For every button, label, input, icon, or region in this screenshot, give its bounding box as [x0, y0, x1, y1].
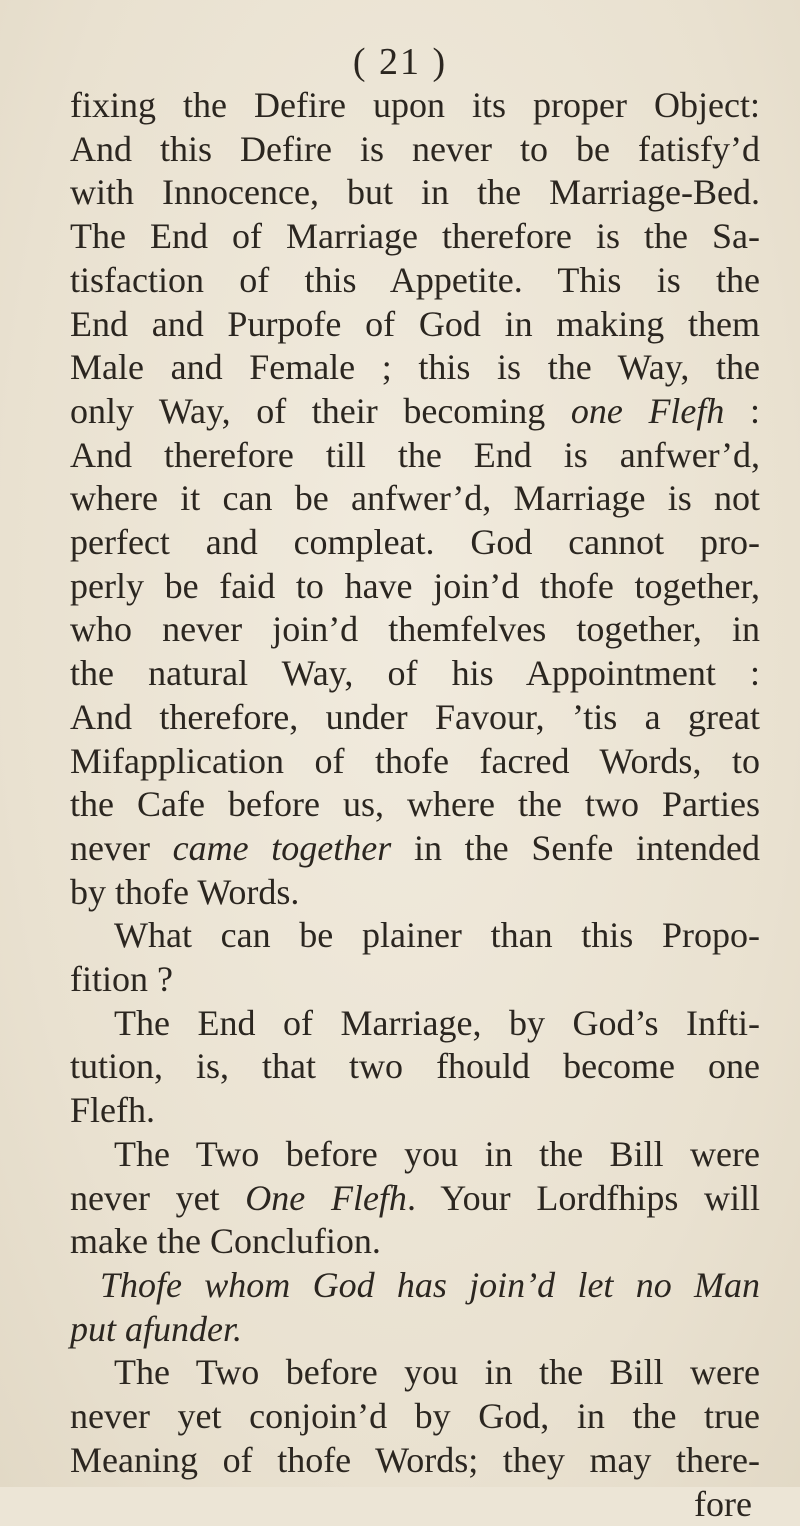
text-line — [70, 521, 760, 565]
text-run: fixing the Defire upon its proper Object: — [70, 85, 760, 125]
text-run: Meaning of thofe Words; they may there- — [70, 1440, 760, 1480]
text-line — [70, 958, 760, 1002]
text-run: What can be plainer than this Propo- — [114, 915, 760, 955]
text-run: End and Purpofe of God in making them — [70, 304, 760, 344]
text-run: in the Senfe intended — [391, 828, 760, 868]
text-run: : — [724, 391, 760, 431]
text-run: tution, is, that two fhould become one — [70, 1046, 760, 1086]
text-run: where it can be anfwer’d, Marriage is not — [70, 478, 760, 518]
text-line — [70, 914, 760, 958]
text-line — [70, 171, 760, 215]
text-run: with Innocence, but in the Marriage-Bed. — [70, 172, 760, 212]
text-line — [70, 827, 760, 871]
text-run: the Cafe before us, where the two Parties — [70, 784, 760, 824]
text-line — [70, 434, 760, 478]
text-run: tisfaction of this Appetite. This is the — [70, 260, 760, 300]
text-line — [70, 1220, 760, 1264]
text-line — [70, 696, 760, 740]
text-run: perly be faid to have join’d thofe together, — [70, 566, 760, 606]
text-line — [70, 1308, 760, 1352]
italic-text: one Flefh — [571, 391, 725, 431]
text-line — [70, 740, 760, 784]
text-run: Male and Female ; this is the Way, the — [70, 347, 760, 387]
page-number-header: ( 21 ) — [0, 40, 800, 84]
text-line — [70, 390, 760, 434]
text-run: Mifapplication of thofe facred Words, to — [70, 741, 760, 781]
text-run: never yet — [70, 1178, 245, 1218]
text-run: Flefh. — [70, 1090, 155, 1130]
text-run: And therefore till the End is anfwer’d, — [70, 435, 760, 475]
text-run: fore — [694, 1484, 752, 1524]
text-line — [70, 1002, 760, 1046]
text-run: who never join’d themfelves together, in — [70, 609, 760, 649]
text-line — [70, 1133, 760, 1177]
text-line — [70, 565, 760, 609]
body-text — [70, 84, 760, 1526]
text-line — [70, 1045, 760, 1089]
text-line — [70, 84, 760, 128]
italic-text: One Flefh — [245, 1178, 407, 1218]
text-line — [70, 608, 760, 652]
text-run: The Two before you in the Bill were — [114, 1352, 760, 1392]
text-run: the natural Way, of his Appointment : — [70, 653, 760, 693]
text-run: perfect and compleat. God cannot pro- — [70, 522, 760, 562]
text-run: The Two before you in the Bill were — [114, 1134, 760, 1174]
text-run: The End of Marriage therefore is the Sa- — [70, 216, 760, 256]
text-line — [70, 1439, 760, 1483]
text-run: . Your Lordfhips will — [407, 1178, 760, 1218]
text-run: by thofe Words. — [70, 872, 299, 912]
text-run: only Way, of their becoming — [70, 391, 571, 431]
text-run: never — [70, 828, 173, 868]
text-line — [70, 1264, 760, 1308]
italic-text: put afunder. — [70, 1309, 242, 1349]
text-line — [70, 871, 760, 915]
text-run: never yet conjoin’d by God, in the true — [70, 1396, 760, 1436]
text-line — [70, 1483, 760, 1526]
text-run: And this Defire is never to be fatisfy’d — [70, 129, 760, 169]
text-run: And therefore, under Favour, ’tis a great — [70, 697, 760, 737]
text-line — [70, 259, 760, 303]
italic-text: Thofe whom God has join’d let no Man — [100, 1265, 760, 1305]
text-line — [70, 477, 760, 521]
text-line — [70, 1089, 760, 1133]
text-line — [70, 215, 760, 259]
text-line — [70, 1177, 760, 1221]
text-run: The End of Marriage, by God’s Infti- — [114, 1003, 760, 1043]
text-line — [70, 783, 760, 827]
italic-text: came together — [173, 828, 392, 868]
text-line — [70, 128, 760, 172]
text-run: make the Conclufion. — [70, 1221, 381, 1261]
text-line — [70, 346, 760, 390]
text-line — [70, 652, 760, 696]
text-line — [70, 1395, 760, 1439]
text-run: fition ? — [70, 959, 173, 999]
text-line — [70, 1351, 760, 1395]
text-line — [70, 303, 760, 347]
